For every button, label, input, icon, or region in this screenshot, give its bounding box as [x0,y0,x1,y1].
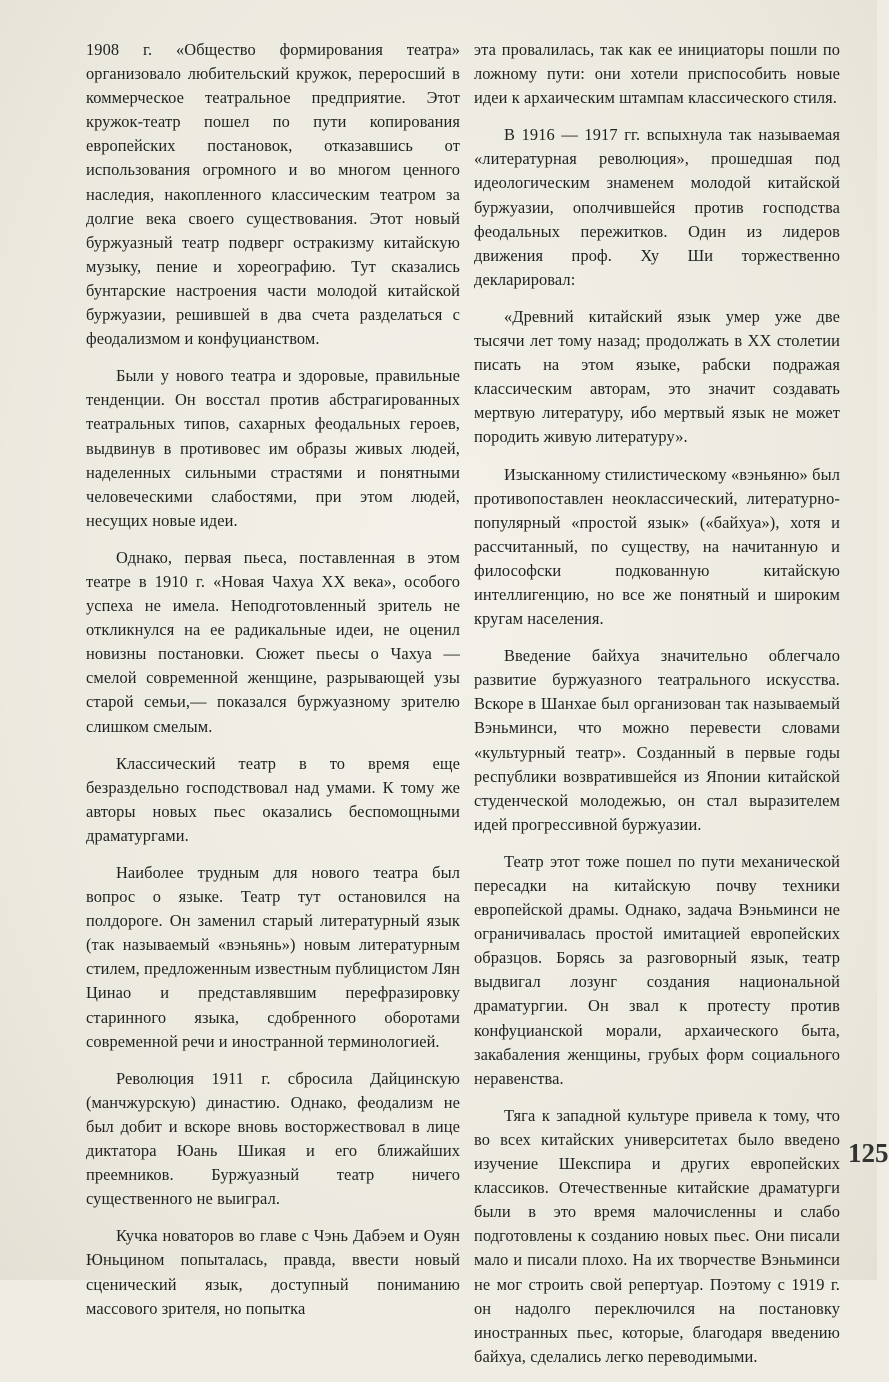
left-text-column [86,38,460,1334]
paragraph: Наиболее трудным для нового театра был вопрос о языке. Театр тут остановился на полдороге. Он заменил старый литературный язык (так называемый «вэньянь») новым литературным стилем, предложенным известным публицистом Лян Цинао и представлявшим перефразировку старинного языка, сдобренного оборотами современной речи и иностранной терминологией. [86,863,461,1051]
paragraph: Однако, первая пьеса, поставленная в этом театре в 1910 г. «Новая Чахуа XX века», особого успеха не имела. Неподготовленный зритель не откликнулся на ее радикальные идеи, не оценил новизны постановки. Сюжет пьесы о Чахуа — смелой современной женщине, разрывающей узы старой семьи,— показался буржуазному зрителю слишком смелым. [86,547,460,736]
paragraph: Введение байхуа значительно облегчало развитие буржуазного театрального искусства. Вскоре в Шанхае был организован так называемый Вэньминси, что можно перевести словами «культурный театр». Созданный в первые годы республики возвратившейся из Японии китайской студенческой молодежью, он стал выразителем идей прогрессивной буржуазии. [474,646,840,834]
paragraph: Кучка новаторов во главе с Чэнь Дабэем и Оуян Юньцином попыталась, правда, ввести новый сценический язык, доступный пониманию массового зрителя, но попытка [86,1226,460,1318]
paragraph: Театр этот тоже пошел по пути механической пересадки на китайскую почву техники европейской драмы. Однако, задача Вэньминси не ограничивалась простой имитацией европейских образцов. Борясь за разговорный язык, театр выдвигал лозунг создания национальной драматургии. Он звал к протесту против конфуцианской морали, архаического быта, закабаления женщины, грубых форм социального неравенства. [474,851,840,1088]
paragraph: Изысканному стилистическому «вэньяню» был противопоставлен неоклассический, литературно-популярный «простой язык» («байхуа»), хотя и рассчитанный, по существу, на начитанную и философски подкованную китайскую интеллигенцию, но все же понятный и широким кругам населения. [474,464,840,629]
paragraph: 1908 г. «Общество формирования театра» организовало любительский кружок, переросший в коммерческое театральное предприятие. Этот кружок-театр пошел по пути копирования европейских постановок, отказавшись от использования огромного и во многом ценного наследия, накопленного классическим театром за долгие века своего существования. Этот новый буржуазный театр подверг остракизму китайскую музыку, пение и хореографию. Тут сказались бунтарские настроения части молодой китайской буржуазии, решившей в два счета разделаться с феодализмом и конфуцианством. [86,40,460,349]
paragraph: Революция 1911 г. сбросила Дайцинскую (манчжурскую) династию. Однако, феодализм не был добит и вскоре вновь восторжествовал в лице диктатора Юань Шикая и его ближайших преемников. Буржуазный театр ничего существенного не выиграл. [86,1068,460,1209]
paragraph: Были у нового театра и здоровые, правильные тенденции. Он восстал против абстрагированных театральных типов, сахарных феодальных героев, выдвинув в противовес им образы живых людей, наделенных сильными страстями и понятными человеческими слабостями, при этом людей, несущих новые идеи. [86,366,460,530]
paragraph: В 1916 — 1917 гг. вспыхнула так называемая «литературная революция», прошедшая под идеологическим знаменем молодой китайской буржуазии, ополчившейся против господства феодальных пережитков. Один из лидеров движения проф. Ху Ши торжественно декларировал: [474,125,840,289]
right-text-column [474,38,840,1382]
quote-paragraph: «Древний китайский язык умер уже две тысячи лет тому назад; продолжать в XX столетии писать на этом языке, рабски подражая классическим авторам, это значит создавать мертвую литературу, ибо мертвый язык не может породить живую литературу». [474,306,840,447]
page-number: 125 [848,1138,889,1168]
paragraph: Классический театр в то время еще безраздельно господствовал над умами. К тому же авторы новых пьес оказались беспомощными драматургами. [86,753,460,845]
paragraph: эта провалилась, так как ее инициаторы пошли по ложному пути: они хотели приспособить новые идеи к архаическим штампам классического стиля. [474,40,840,108]
paragraph: Тяга к западной культуре привела к тому, что во всех китайских университетах было введено изучение Шекспира и других европейских классиков. Отечественные китайские драматурги были в это время малочисленны и слабо подготовлены к созданию новых пьес. Они писали мало и писали плохо. На их творчестве Вэньминси не мог строить свой репертуар. Поэтому с 1919 г. он надолго переключился на постановку иностранных пьес, которые, благодаря введению байхуа, сделались легко переводимыми. [474,1105,840,1366]
